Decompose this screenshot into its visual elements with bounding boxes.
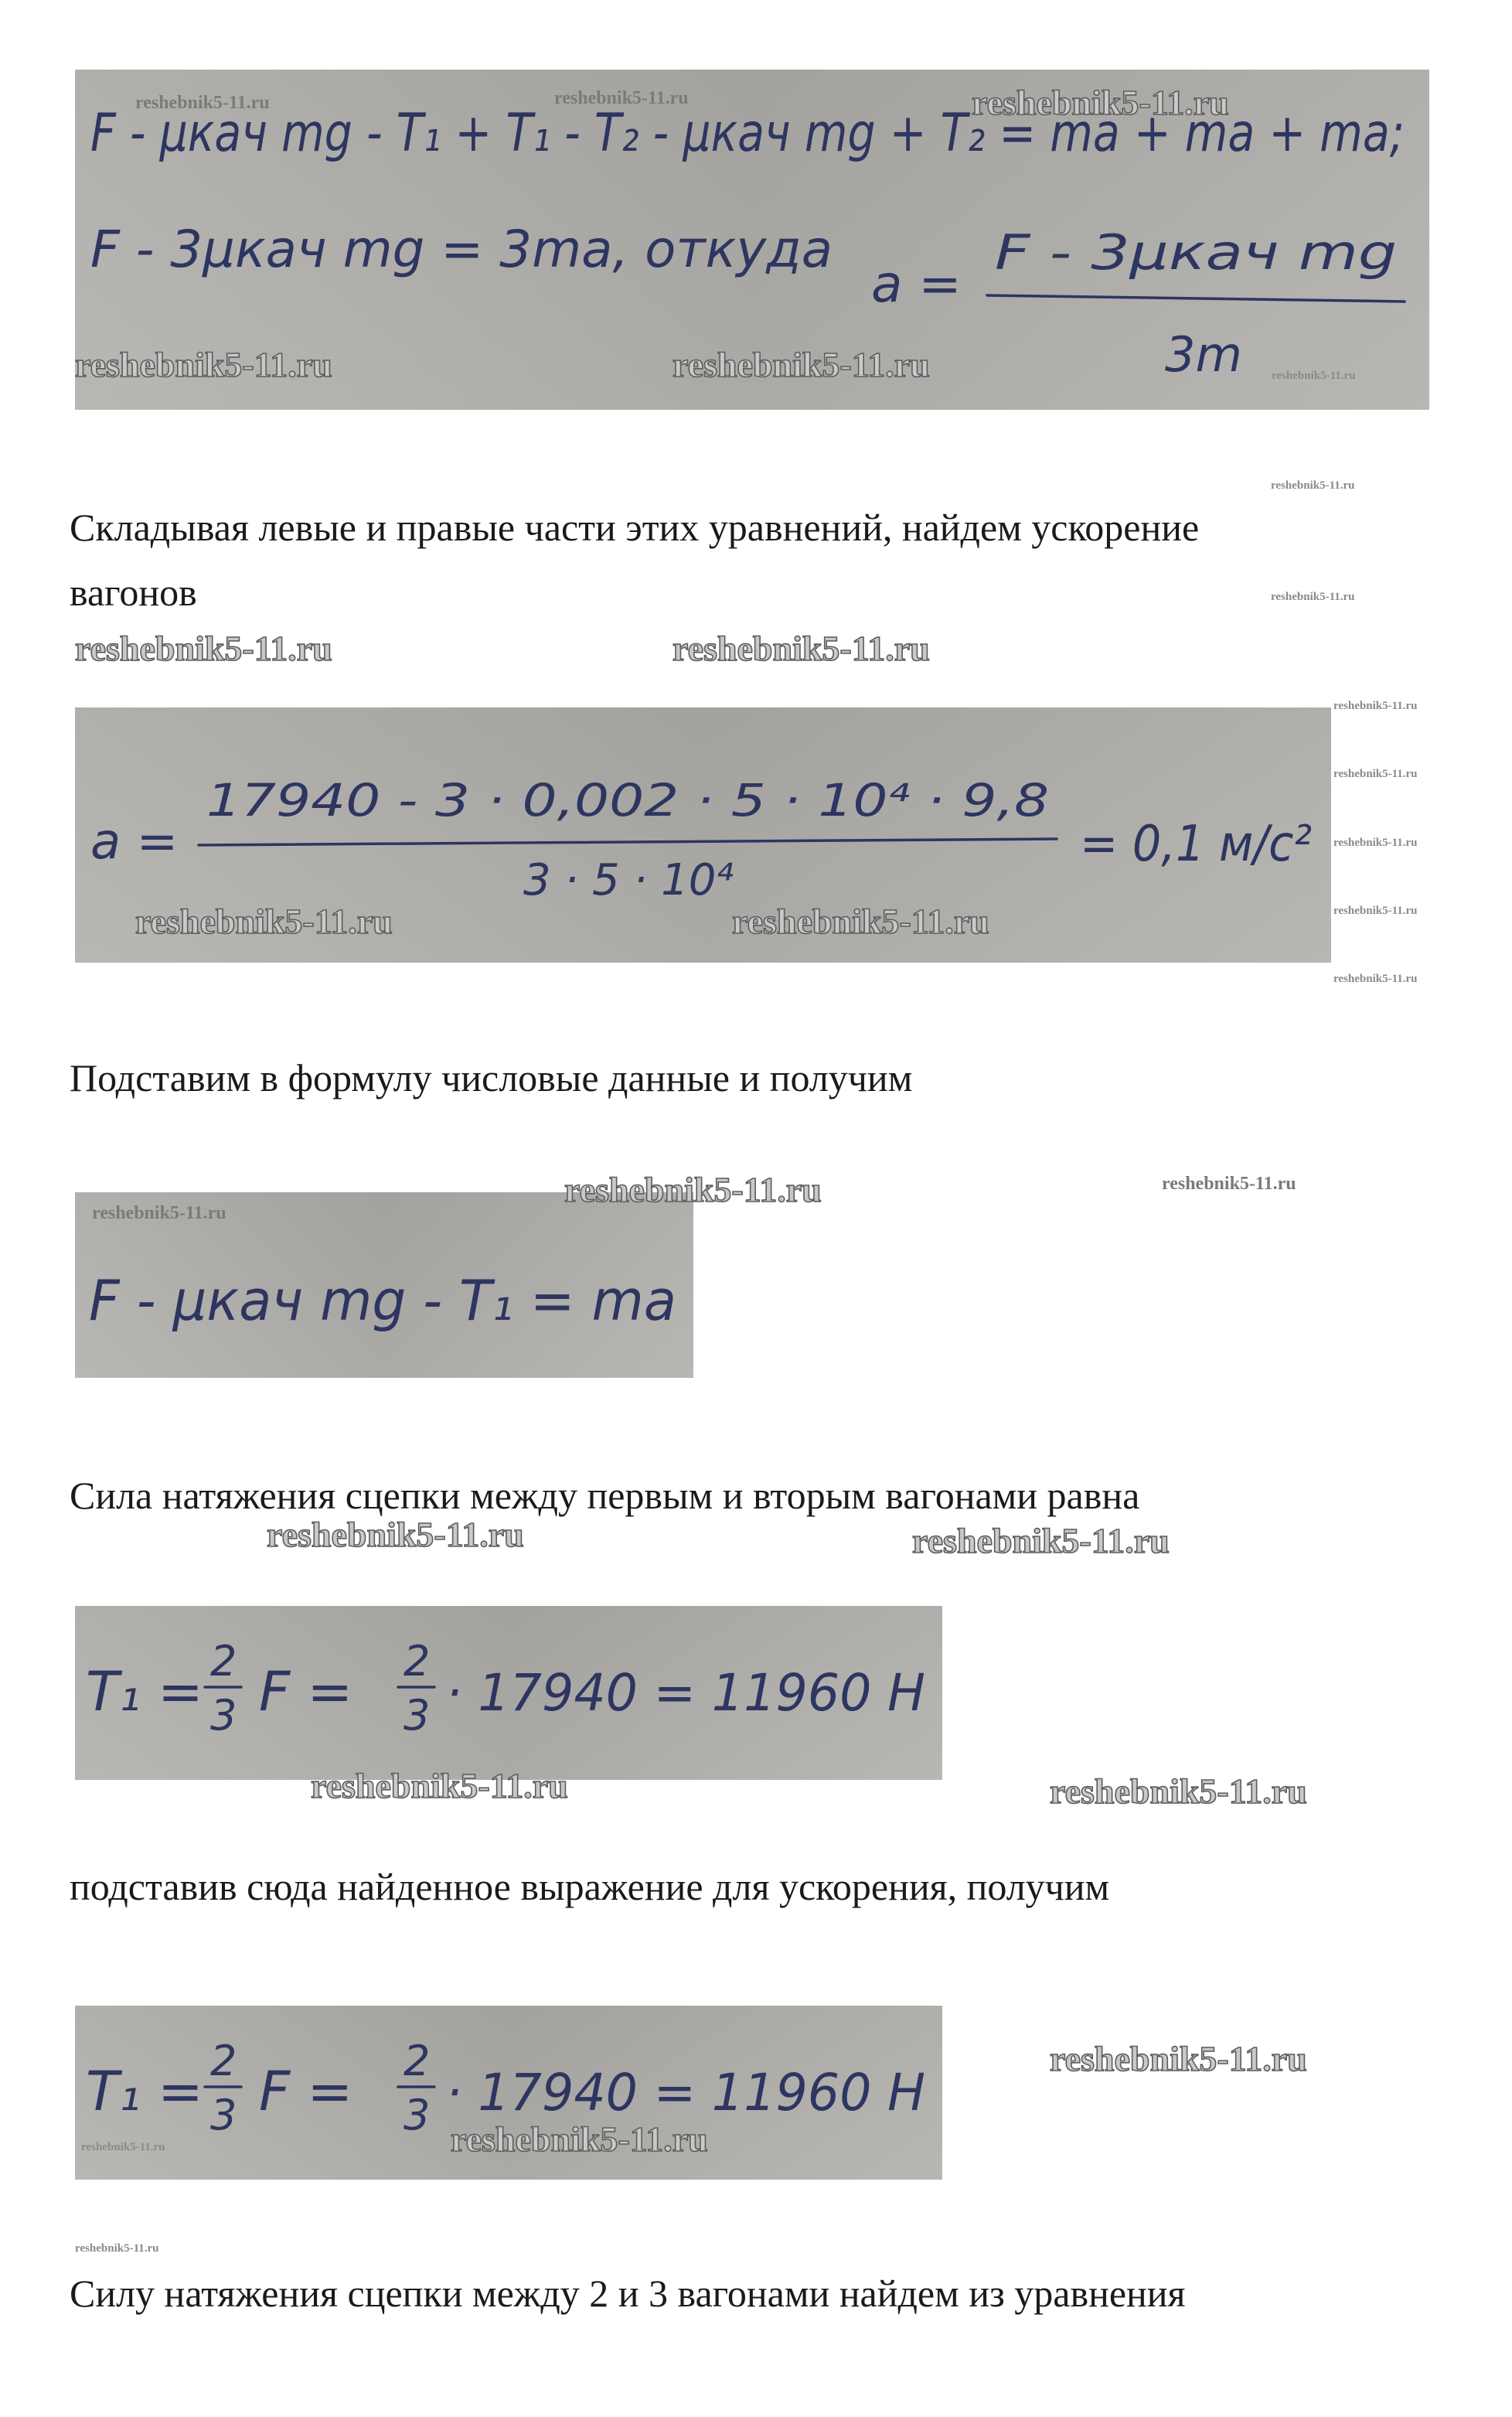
formula-lhs: a = [90,813,179,871]
formula-lhs: a = [871,254,962,314]
paragraph-1-line-2: вагонов [70,571,197,614]
watermark: reshebnik5-11.ru [267,1515,524,1554]
formula-line: F - μкач mg - T₁ + T₁ - T₂ - μкач mg + T₂ = ma + ma + ma; [90,103,1405,164]
watermark: reshebnik5-11.ru [1333,905,1418,917]
fraction-numerator: 2 [404,1637,431,1686]
watermark: reshebnik5-11.ru [92,1203,226,1223]
paragraph-1-line-1: Складывая левые и правые части этих уравнений, найдем ускорение [70,506,1200,549]
formula-term: F = [259,1660,353,1723]
handwritten-image-2 [75,707,1331,963]
formula-result: = 0,1 м/с² [1080,816,1312,873]
fraction-numerator: 2 [210,2037,237,2085]
formula-term: F = [259,2060,353,2123]
handwritten-image-3 [75,1192,693,1378]
handwritten-image-5 [75,2006,942,2180]
watermark: reshebnik5-11.ru [1050,2039,1307,2078]
fraction-denominator: 3 [404,2091,431,2139]
fraction-denominator: 3m [1165,326,1242,383]
watermark: reshebnik5-11.ru [81,2141,165,2153]
handwritten-image-1 [75,70,1429,410]
fraction-numerator: F - 3μкач mg [995,224,1397,281]
formula-result: · 17940 = 11960 Н [446,2063,925,2122]
handwritten-formula-4 [75,1606,942,1780]
watermark: reshebnik5-11.ru [732,902,989,941]
fraction-numerator: 2 [210,1637,237,1686]
fraction-denominator: 3 [210,2091,237,2139]
watermark: reshebnik5-11.ru [311,1766,568,1805]
watermark: reshebnik5-11.ru [1050,1771,1307,1811]
watermark: reshebnik5-11.ru [1333,768,1418,780]
watermark: reshebnik5-11.ru [564,1170,822,1209]
watermark: reshebnik5-11.ru [1333,837,1418,849]
watermark: reshebnik5-11.ru [1333,973,1418,985]
watermark: reshebnik5-11.ru [1333,700,1418,712]
formula-line: F - 3μкач mg = 3ma, откуда [90,220,833,279]
handwritten-image-4 [75,1606,942,1780]
watermark: reshebnik5-11.ru [673,345,930,384]
paragraph-3: Сила натяжения сцепки между первым и вторым вагонами равна [70,1474,1140,1517]
fraction-denominator: 3 [404,1691,431,1740]
watermark: reshebnik5-11.ru [1271,591,1355,603]
formula-line: F - μкач mg - T₁ = ma [89,1268,676,1333]
paragraph-4: подставив сюда найденное выражение для ускорения, получим [70,1865,1110,1908]
fraction-denominator: 3 · 5 · 10⁴ [523,855,734,905]
watermark: reshebnik5-11.ru [912,1521,1170,1560]
watermark: reshebnik5-11.ru [75,2242,159,2255]
watermark: reshebnik5-11.ru [673,629,930,668]
watermark: reshebnik5-11.ru [75,345,332,384]
fraction-bar [199,839,1057,845]
paragraph-5: Силу натяжения сцепки между 2 и 3 вагонами найдем из уравнения [70,2272,1186,2315]
fraction-numerator: 17940 - 3 · 0,002 · 5 · 10⁴ · 9,8 [206,774,1049,827]
watermark: reshebnik5-11.ru [451,2119,708,2159]
watermark: reshebnik5-11.ru [135,93,270,113]
paragraph-2: Подставим в формулу числовые данные и получим [70,1056,913,1099]
fraction-denominator: 3 [210,1691,237,1740]
watermark: reshebnik5-11.ru [1272,370,1356,382]
watermark: reshebnik5-11.ru [1271,479,1355,492]
formula-lhs: T₁ = [86,2060,203,2123]
watermark: reshebnik5-11.ru [75,629,332,668]
watermark: reshebnik5-11.ru [972,83,1229,122]
watermark: reshebnik5-11.ru [554,88,689,108]
formula-lhs: T₁ = [86,1660,203,1723]
fraction-numerator: 2 [404,2037,431,2085]
formula-result: · 17940 = 11960 Н [446,1663,925,1723]
watermark: reshebnik5-11.ru [135,902,393,941]
fraction-bar [987,295,1405,302]
watermark: reshebnik5-11.ru [1162,1174,1296,1194]
